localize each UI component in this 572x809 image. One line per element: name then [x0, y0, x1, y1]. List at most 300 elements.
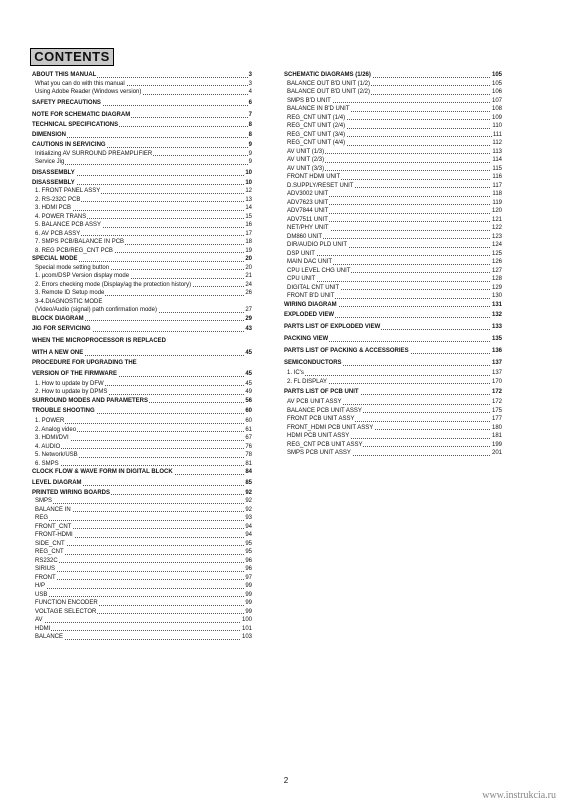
toc-entry-page: 111 — [492, 131, 502, 138]
dot-leader — [284, 281, 502, 282]
toc-entry[interactable] — [32, 582, 252, 591]
toc-entry-page: 124 — [491, 242, 502, 248]
toc-entry[interactable] — [32, 506, 252, 515]
toc-entry[interactable] — [284, 207, 502, 216]
toc-entry-title: CPU UNIT — [284, 276, 316, 282]
toc-entry-page: 76 — [245, 443, 252, 450]
toc-entry[interactable] — [284, 284, 502, 293]
toc-entry[interactable] — [284, 190, 502, 199]
toc-entry[interactable] — [32, 187, 252, 196]
toc-entry[interactable] — [32, 238, 252, 247]
toc-entry-page: 137 — [491, 357, 502, 369]
toc-entry[interactable] — [32, 477, 252, 489]
toc-entry-title: FRONT — [32, 575, 57, 581]
toc-entry-page: 106 — [491, 89, 502, 95]
toc-entry-page: 18 — [245, 239, 252, 245]
toc-entry-title: REG — [32, 515, 49, 521]
toc-entry[interactable] — [284, 165, 502, 174]
toc-entry-title: ADV7623 UNIT — [284, 200, 329, 206]
toc-entry-title: 1. FRONT PANEL ASSY — [32, 188, 101, 194]
toc-entry-page: 129 — [491, 284, 502, 291]
toc-entry-title: 5. Network/USB — [32, 452, 79, 458]
toc-entry-title: ADV7844 UNIT — [284, 208, 329, 214]
toc-entry-page: 99 — [245, 583, 252, 589]
toc-entry-title: 6. AV PCB ASSY — [32, 231, 81, 237]
contents-title: CONTENTS — [30, 48, 114, 66]
toc-entry-page: 9 — [248, 150, 252, 157]
toc-entry-title: Initializing AV SURROUND PREAMPLIFIER — [32, 151, 153, 157]
toc-entry-page: 126 — [491, 259, 502, 265]
toc-entry-page: 120 — [491, 208, 502, 214]
toc-entry[interactable] — [284, 275, 502, 284]
toc-entry-title: 1. POWER — [32, 418, 65, 424]
toc-entry[interactable] — [32, 426, 252, 435]
toc-entry-title: 1. μcom/DSP Version display mode — [32, 273, 130, 279]
toc-entry[interactable] — [32, 247, 252, 256]
toc-entry-page: 56 — [245, 397, 252, 404]
toc-entry-page: 133 — [491, 321, 502, 333]
toc-entry-title: 8. REG PCB/REG_CNT PCB — [32, 248, 114, 254]
dot-leader — [32, 588, 252, 589]
toc-entry[interactable] — [32, 158, 252, 167]
toc-entry[interactable] — [32, 196, 252, 205]
toc-entry-page: 84 — [245, 469, 252, 475]
toc-entry-title: BALANCE — [32, 634, 64, 640]
toc-entry-page: 199 — [491, 441, 502, 448]
toc-entry-page: 110 — [492, 123, 502, 129]
dot-leader — [32, 571, 252, 572]
toc-entry-title: BALANCE OUT B'D UNIT (2/2) — [284, 89, 371, 95]
toc-entry-page: 94 — [245, 523, 252, 530]
toc-entry-title: What you can do with this manual — [32, 81, 126, 87]
toc-entry[interactable] — [32, 531, 252, 540]
toc-entry[interactable] — [284, 345, 502, 357]
toc-entry-title: PROCEDURE FOR UPGRADING THE — [32, 360, 137, 366]
toc-entry-page: 132 — [491, 309, 502, 321]
toc-entry-title: SMPS B'D UNIT — [284, 98, 332, 104]
toc-entry[interactable] — [284, 173, 502, 182]
toc-entry[interactable] — [32, 514, 252, 523]
toc-entry[interactable] — [32, 213, 252, 222]
toc-entry[interactable] — [32, 281, 252, 290]
toc-entry-page: 95 — [245, 549, 252, 555]
dot-leader — [32, 448, 252, 449]
toc-entry-page: 112 — [492, 140, 502, 146]
toc-entry-page: 45 — [245, 380, 252, 387]
toc-entry-page: 16 — [245, 222, 252, 228]
toc-entry-page: 97 — [245, 574, 252, 581]
toc-entry-page: 117 — [492, 182, 502, 189]
toc-entry-title: DM860 UNIT — [284, 234, 323, 240]
toc-entry[interactable] — [284, 432, 502, 441]
toc-entry[interactable] — [32, 548, 252, 557]
toc-entry[interactable] — [32, 347, 252, 359]
toc-entry-title: PACKING VIEW — [284, 336, 329, 342]
toc-entry-title: VERSION OF THE FIRMWARE — [32, 370, 118, 377]
toc-entry[interactable] — [32, 625, 252, 634]
toc-entry-title: 3-4.DIAGNOSTIC MODE — [32, 299, 103, 305]
toc-entry[interactable] — [284, 114, 502, 123]
toc-entry[interactable] — [284, 241, 502, 250]
toc-entry-title: SCHEMATIC DIAGRAMS (1/26) — [284, 72, 371, 78]
toc-entry-page: 26 — [245, 290, 252, 296]
toc-entry[interactable] — [284, 378, 502, 387]
toc-entry[interactable] — [284, 148, 502, 157]
dot-leader — [32, 423, 252, 424]
toc-entry-page: 125 — [491, 250, 502, 257]
toc-entry-page: 19 — [245, 247, 252, 254]
toc-entry-title: 5. BALANCE PCB ASSY — [32, 222, 102, 228]
toc-entry-page: 4 — [248, 89, 252, 95]
toc-entry[interactable] — [32, 179, 252, 188]
toc-entry[interactable] — [284, 88, 502, 97]
toc-entry[interactable] — [32, 315, 252, 324]
toc-entry-title: DISASSEMBLY — [32, 179, 75, 186]
toc-entry-title: VOLTAGE SELECTOR — [32, 609, 97, 615]
dot-leader — [32, 622, 252, 623]
toc-entry[interactable] — [284, 301, 502, 310]
toc-entry-page: 20 — [245, 264, 252, 271]
toc-entry[interactable] — [284, 357, 502, 369]
toc-entry[interactable] — [32, 591, 252, 600]
toc-entry-title: FRONT_CNT — [32, 524, 72, 530]
toc-entry[interactable] — [32, 97, 252, 109]
toc-entry-title: TROUBLE SHOOTING — [32, 408, 95, 414]
toc-entry[interactable] — [32, 141, 252, 150]
toc-entry-title: AV UNIT (2/3) — [284, 157, 325, 163]
toc-entry-page: 92 — [245, 506, 252, 513]
toc-entry-title: CPU LEVEL CHG UNIT — [284, 268, 351, 274]
toc-entry-title: CLOCK FLOW & WAVE FORM IN DIGITAL BLOCK — [32, 469, 173, 475]
toc-entry-page: 170 — [491, 378, 502, 385]
toc-entry-title: 6. SMPS — [32, 461, 60, 467]
toc-entry-page: 20 — [245, 256, 252, 262]
toc-entry[interactable] — [32, 88, 252, 97]
toc-entry-page: 131 — [491, 301, 502, 308]
toc-entry[interactable] — [32, 255, 252, 264]
toc-entry-title: WITH A NEW ONE — [32, 350, 84, 356]
toc-entry[interactable] — [284, 267, 502, 276]
toc-entry[interactable] — [284, 199, 502, 208]
dot-leader — [284, 375, 502, 376]
toc-entry[interactable] — [32, 167, 252, 179]
toc-entry-page: 43 — [244, 323, 252, 335]
toc-entry[interactable] — [284, 449, 502, 458]
dot-leader — [32, 579, 252, 580]
toc-entry[interactable] — [284, 415, 502, 424]
toc-entry[interactable] — [32, 221, 252, 230]
toc-entry-title: NOTE FOR SCHEMATIC DIAGRAM — [32, 111, 131, 118]
toc-entry-title: Using Adobe Reader (Windows version) — [32, 89, 142, 95]
toc-entry-title: REG_CNT UNIT (2/4) — [284, 123, 346, 129]
toc-entry[interactable] — [284, 424, 502, 433]
toc-entry[interactable] — [284, 333, 502, 345]
toc-entry-title: REG_CNT UNIT (4/4) — [284, 140, 346, 146]
toc-entry-title: BALANCE OUT B'D UNIT (1/2) — [284, 81, 371, 87]
toc-entry[interactable] — [284, 292, 502, 301]
toc-entry-title: WHEN THE MICROPROCESSOR IS REPLACED — [32, 338, 167, 344]
toc-entry-title: 4. POWER TRANS — [32, 214, 87, 220]
toc-entry[interactable] — [32, 574, 252, 583]
toc-entry[interactable] — [32, 523, 252, 532]
toc-entry-page: 103 — [241, 634, 252, 640]
toc-entry-page: 180 — [491, 424, 502, 431]
toc-entry[interactable] — [284, 139, 502, 148]
dot-leader — [32, 554, 252, 555]
toc-entry-page: 17 — [245, 230, 252, 237]
toc-entry[interactable] — [32, 368, 252, 380]
toc-entry-title: FRONT B'D UNIT — [284, 293, 335, 299]
toc-entry-page: 181 — [491, 433, 502, 439]
toc-entry[interactable] — [32, 230, 252, 239]
toc-entry-title: (Video/Audio (signal) path confirmation mode) — [32, 307, 158, 313]
dot-leader — [32, 164, 252, 165]
toc-entry[interactable] — [284, 122, 502, 131]
toc-entry-page: 85 — [244, 477, 252, 489]
toc-entry-page: 15 — [245, 213, 252, 220]
toc-entry[interactable] — [284, 182, 502, 191]
toc-entry-title: HDMI PCB UNIT ASSY — [284, 433, 350, 439]
toc-entry[interactable] — [284, 97, 502, 106]
toc-entry[interactable] — [32, 460, 252, 469]
page-number: 2 — [283, 776, 289, 785]
toc-entry-title: REG_CNT UNIT (1/4) — [284, 115, 346, 121]
toc-entry[interactable] — [32, 633, 252, 642]
toc-entry-title: BALANCE IN B'D UNIT — [284, 106, 351, 112]
toc-entry-title: HDMI — [32, 626, 51, 632]
toc-entry-page: 49 — [245, 389, 252, 395]
toc-entry[interactable] — [32, 150, 252, 159]
toc-entry[interactable] — [284, 369, 502, 378]
toc-entry-title: WIRING DIAGRAM — [284, 301, 337, 308]
toc-entry-page: 13 — [245, 196, 252, 203]
toc-entry-title: DIGITAL CNT UNIT — [284, 285, 340, 291]
toc-entry-page: 122 — [491, 225, 502, 231]
toc-entry-page: 135 — [491, 333, 502, 345]
toc-entry[interactable] — [32, 129, 252, 141]
toc-entry[interactable] — [32, 417, 252, 426]
toc-entry-title: FRONT PCB UNIT ASSY — [284, 416, 355, 422]
toc-entry-page: 96 — [245, 566, 252, 572]
toc-entry[interactable] — [32, 599, 252, 608]
toc-entry[interactable] — [32, 557, 252, 566]
toc-entry[interactable] — [284, 258, 502, 267]
toc-entry[interactable] — [284, 224, 502, 233]
toc-entry[interactable] — [284, 105, 502, 114]
toc-entry-title: SPECIAL MODE — [32, 256, 78, 262]
toc-entry[interactable] — [284, 441, 502, 450]
toc-entry-page: 8 — [248, 121, 252, 128]
toc-entry[interactable] — [32, 272, 252, 281]
toc-entry-title: FRONT HDMI UNIT — [284, 174, 341, 180]
toc-entry-title: NET/PHY UNIT — [284, 225, 330, 231]
toc-entry-title: PARTS LIST OF EXPLODED VIEW — [284, 324, 381, 330]
toc-entry-title: BLOCK DIAGRAM — [32, 315, 84, 322]
toc-entry-title: BALANCE IN — [32, 507, 72, 513]
toc-entry-page: 127 — [491, 267, 502, 274]
toc-entry-title: SMPS PCB UNIT ASSY — [284, 450, 352, 456]
toc-entry-title: 7. SMPS PCB/BALANCE IN PCB — [32, 239, 125, 245]
toc-entry[interactable] — [284, 398, 502, 407]
toc-entry[interactable] — [32, 397, 252, 406]
toc-entry-title: SMPS — [32, 498, 53, 504]
toc-entry-title: AV — [32, 617, 44, 623]
toc-entry-page: 105 — [491, 72, 502, 78]
toc-entry[interactable] — [284, 156, 502, 165]
toc-entry-title: RS232C — [32, 558, 59, 564]
toc-entry-page: 45 — [244, 368, 252, 380]
toc-entry-title: REG_CNT UNIT (3/4) — [284, 132, 346, 138]
toc-entry-page: 177 — [491, 416, 502, 422]
toc-entry-page: 95 — [245, 540, 252, 547]
toc-entry[interactable] — [284, 407, 502, 416]
watermark-text: www.instrukcia.ru — [482, 790, 556, 801]
toc-entry[interactable] — [32, 616, 252, 625]
toc-entry[interactable] — [32, 323, 252, 335]
toc-entry-page: 3 — [248, 80, 252, 87]
toc-entry[interactable] — [284, 321, 502, 333]
toc-entry[interactable] — [32, 565, 252, 574]
toc-entry-page: 29 — [245, 315, 252, 322]
toc-entry[interactable] — [284, 71, 502, 80]
toc-entry-title: 1. IC's — [284, 370, 305, 376]
toc-entry-page: 60 — [245, 418, 252, 424]
toc-entry[interactable] — [32, 306, 252, 315]
toc-entry-page: 14 — [245, 205, 252, 211]
toc-entry-page: 78 — [245, 452, 252, 458]
toc-entry[interactable] — [284, 386, 502, 398]
toc-entry-title: 4. AUDIO — [32, 444, 61, 450]
toc-entry[interactable] — [284, 250, 502, 259]
toc-entry-title: PRINTED WIRING BOARDS — [32, 489, 110, 496]
toc-entry-page: 116 — [492, 174, 502, 180]
toc-entry-title: SIDE_CNT — [32, 541, 66, 547]
toc-entry-title: DIMENSION — [32, 132, 67, 138]
toc-entry-title: Service Jig — [32, 159, 65, 165]
toc-entry-title: H/P — [32, 583, 46, 589]
toc-entry-page: 108 — [491, 106, 502, 112]
toc-entry-title: SIRIUS — [32, 566, 56, 572]
toc-entry-title: DISASSEMBLY — [32, 169, 75, 176]
toc-entry-title: ADV3002 UNIT — [284, 191, 329, 197]
toc-entry[interactable] — [284, 216, 502, 225]
toc-entry[interactable] — [32, 608, 252, 617]
toc-entry[interactable] — [32, 451, 252, 460]
toc-entry[interactable] — [32, 335, 252, 347]
toc-entry[interactable] — [32, 264, 252, 273]
toc-entry-page: 9 — [248, 159, 252, 165]
toc-entry[interactable] — [284, 233, 502, 242]
toc-entry-page: 61 — [245, 426, 252, 433]
toc-entry-page: 10 — [244, 167, 252, 179]
toc-entry-page: 10 — [245, 179, 252, 186]
toc-entry-page: 118 — [492, 191, 502, 197]
toc-entry[interactable] — [32, 289, 252, 298]
toc-entry-page: 94 — [245, 532, 252, 538]
toc-entry[interactable] — [32, 359, 252, 368]
dot-leader — [284, 255, 502, 256]
toc-entry[interactable] — [32, 298, 252, 307]
toc-entry[interactable] — [32, 497, 252, 506]
dot-leader — [32, 562, 252, 563]
toc-entry-page: 8 — [248, 129, 252, 141]
toc-entry[interactable] — [284, 309, 502, 321]
toc-entry-title: D.SUPPLY/RESET UNIT — [284, 183, 354, 189]
toc-entry-title: SURROUND MODES AND PARAMETERS — [32, 397, 149, 404]
toc-entry-title: 2. Analog video — [32, 427, 77, 433]
toc-entry-page: 136 — [491, 345, 502, 357]
toc-entry[interactable] — [32, 204, 252, 213]
toc-entry-page: 175 — [491, 407, 502, 414]
toc-entry-page: 114 — [492, 157, 502, 163]
toc-entry-page: 99 — [245, 591, 252, 598]
toc-entry-title: CAUTIONS IN SERVICING — [32, 142, 106, 148]
toc-entry-page: 113 — [492, 148, 502, 155]
toc-entry-title: PARTS LIST OF PACKING & ACCESSORIES — [284, 348, 409, 354]
toc-entry-title: EXPLODED VIEW — [284, 312, 335, 318]
toc-entry-title: AV UNIT (3/3) — [284, 166, 325, 172]
toc-entry[interactable] — [32, 405, 252, 417]
toc-entry-title: LEVEL DIAGRAM — [32, 479, 82, 486]
toc-entry-title: FUNCTION ENCODER — [32, 600, 99, 606]
toc-entry-page: 172 — [491, 386, 502, 398]
toc-entry-title: REG_CNT PCB UNIT ASSY — [284, 442, 363, 448]
dot-leader — [32, 520, 252, 521]
dot-leader — [32, 639, 252, 640]
toc-entry-page: 100 — [241, 617, 252, 623]
toc-entry[interactable] — [284, 80, 502, 89]
toc-entry-title: USB — [32, 592, 48, 598]
toc-entry[interactable] — [32, 80, 252, 89]
toc-entry-page: 121 — [491, 216, 502, 223]
toc-entry[interactable] — [32, 71, 252, 80]
toc-entry[interactable] — [32, 434, 252, 443]
toc-entry-title: Special mode setting button — [32, 265, 110, 271]
toc-entry[interactable] — [32, 121, 252, 130]
toc-entry-title: DSP UNIT — [284, 251, 316, 257]
toc-entry-title: 2. FL DISPLAY — [284, 379, 328, 385]
toc-entry-title: AV UNIT (1/3) — [284, 149, 325, 155]
toc-entry-page: 93 — [245, 515, 252, 521]
toc-entry-page: 21 — [245, 273, 252, 279]
toc-entry-title: PARTS LIST OF PCB UNIT — [284, 389, 359, 395]
toc-entry[interactable] — [32, 443, 252, 452]
toc-entry-page: 81 — [245, 460, 252, 467]
toc-entry-title: AV PCB UNIT ASSY — [284, 399, 342, 405]
toc-entry-title: 1. How to update by DFW — [32, 381, 105, 387]
toc-entry[interactable] — [32, 380, 252, 389]
toc-entry-page: 128 — [491, 276, 502, 282]
toc-entry-title: 3. HDMI/DVI — [32, 435, 70, 441]
toc-entry-page: 96 — [245, 557, 252, 564]
toc-entry-page: 45 — [244, 347, 252, 359]
toc-entry[interactable] — [284, 131, 502, 140]
toc-entry[interactable] — [32, 109, 252, 121]
toc-entry-page: 99 — [245, 600, 252, 606]
toc-entry-page: 99 — [245, 608, 252, 615]
toc-entry[interactable] — [32, 388, 252, 397]
toc-entry-page: 27 — [245, 307, 252, 313]
toc-entry-page: 101 — [241, 625, 252, 632]
toc-entry-page: 60 — [244, 405, 252, 417]
dot-leader — [32, 465, 252, 466]
toc-entry-title: DIR/AUDIO PLD UNIT — [284, 242, 348, 248]
toc-entry-page: 105 — [491, 80, 502, 87]
toc-entry[interactable] — [32, 540, 252, 549]
toc-entry[interactable] — [32, 468, 252, 477]
toc-entry-title: SAFETY PRECAUTIONS — [32, 99, 101, 106]
toc-entry[interactable] — [32, 489, 252, 498]
